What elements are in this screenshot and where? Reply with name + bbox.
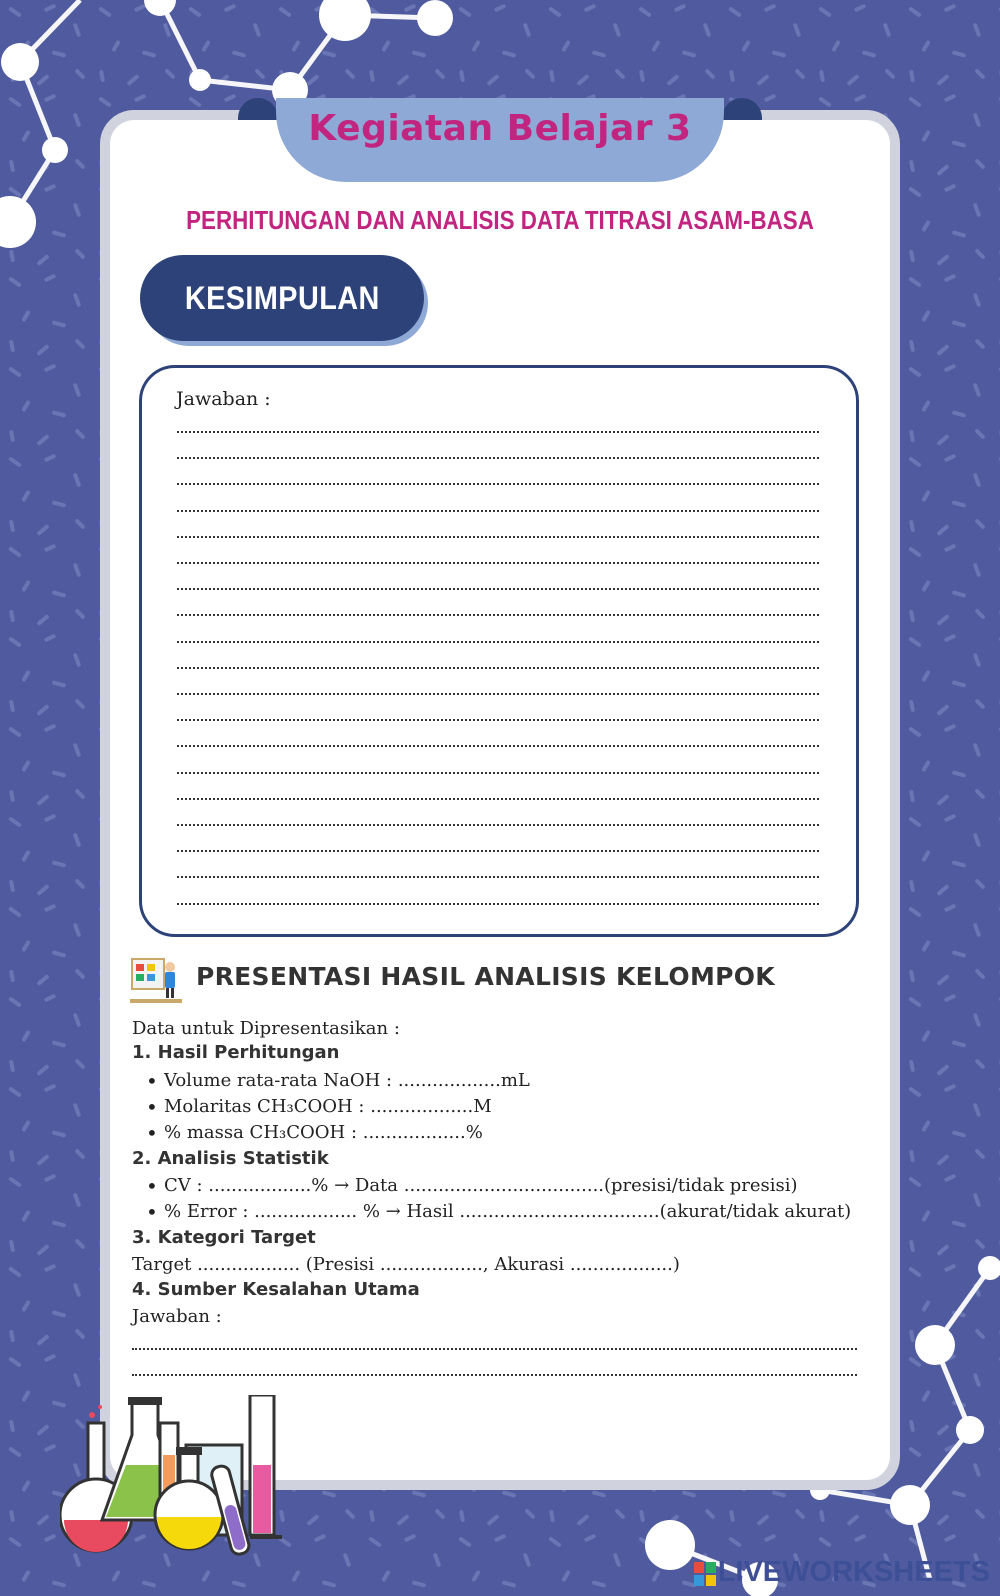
answer-label: Jawaban : [176,388,271,410]
error-answer-line[interactable] [132,1348,857,1350]
presentation-icon [130,955,182,1003]
answer-line[interactable] [177,719,819,721]
page-subtitle: PERHITUNGAN DAN ANALISIS DATA TITRASI ASAM-BASA [186,205,814,235]
page-title: Kegiatan Belajar 3 [308,108,692,149]
bullet-text: CV : ..................% → Data ...................................(presisi/tidak presisi) [164,1175,798,1196]
answer-line[interactable] [177,772,819,774]
presentation-title: PRESENTASI HASIL ANALISIS KELOMPOK [196,962,775,991]
answer-line[interactable] [177,798,819,800]
answer-line[interactable] [177,536,819,538]
bullet-text: % massa CH₃COOH : ..................% [164,1122,483,1143]
answer-line[interactable] [177,614,819,616]
bullet-text: Molaritas CH₃COOH : ..................M [164,1096,492,1117]
answer-line[interactable] [177,745,819,747]
section2-heading: 2. Analisis Statistik [132,1148,329,1169]
list-item[interactable] [146,1122,483,1143]
section-pill-label: KESIMPULAN [184,280,380,316]
answer-line[interactable] [177,641,819,643]
answer-line[interactable] [177,693,819,695]
answer-line[interactable] [177,824,819,826]
target-line[interactable]: Target .................. (Presisi .................., Akurasi ..................) [132,1254,680,1275]
section3-heading: 3. Kategori Target [132,1227,316,1248]
answer-line[interactable] [177,588,819,590]
list-item[interactable] [146,1175,798,1196]
presentation-intro: Data untuk Dipresentasikan : [132,1018,400,1039]
answer-line[interactable] [177,667,819,669]
brand-watermark: LIVEWORKSHEETS [717,1556,990,1588]
section-pill-kesimpulan [140,255,424,341]
lab-glassware-illustration [60,1395,300,1565]
answer-line[interactable] [177,510,819,512]
list-item[interactable] [146,1070,530,1091]
answer-line[interactable] [177,903,819,905]
error-answer-label: Jawaban : [132,1306,222,1327]
section4-heading: 4. Sumber Kesalahan Utama [132,1279,420,1300]
answer-line[interactable] [177,483,819,485]
answer-line[interactable] [177,876,819,878]
error-answer-line[interactable] [132,1374,857,1376]
answer-line[interactable] [177,431,819,433]
answer-line[interactable] [177,562,819,564]
answer-line[interactable] [177,850,819,852]
bullet-text: % Error : .................. % → Hasil ...................................(akurat/tidak akurat) [164,1201,852,1222]
liveworksheets-logo-icon [694,1562,716,1586]
answer-line[interactable] [177,457,819,459]
section1-heading: 1. Hasil Perhitungan [132,1042,340,1063]
list-item[interactable] [146,1201,851,1222]
list-item[interactable] [146,1096,492,1117]
bullet-text: Volume rata-rata NaOH : ..................mL [164,1070,530,1091]
